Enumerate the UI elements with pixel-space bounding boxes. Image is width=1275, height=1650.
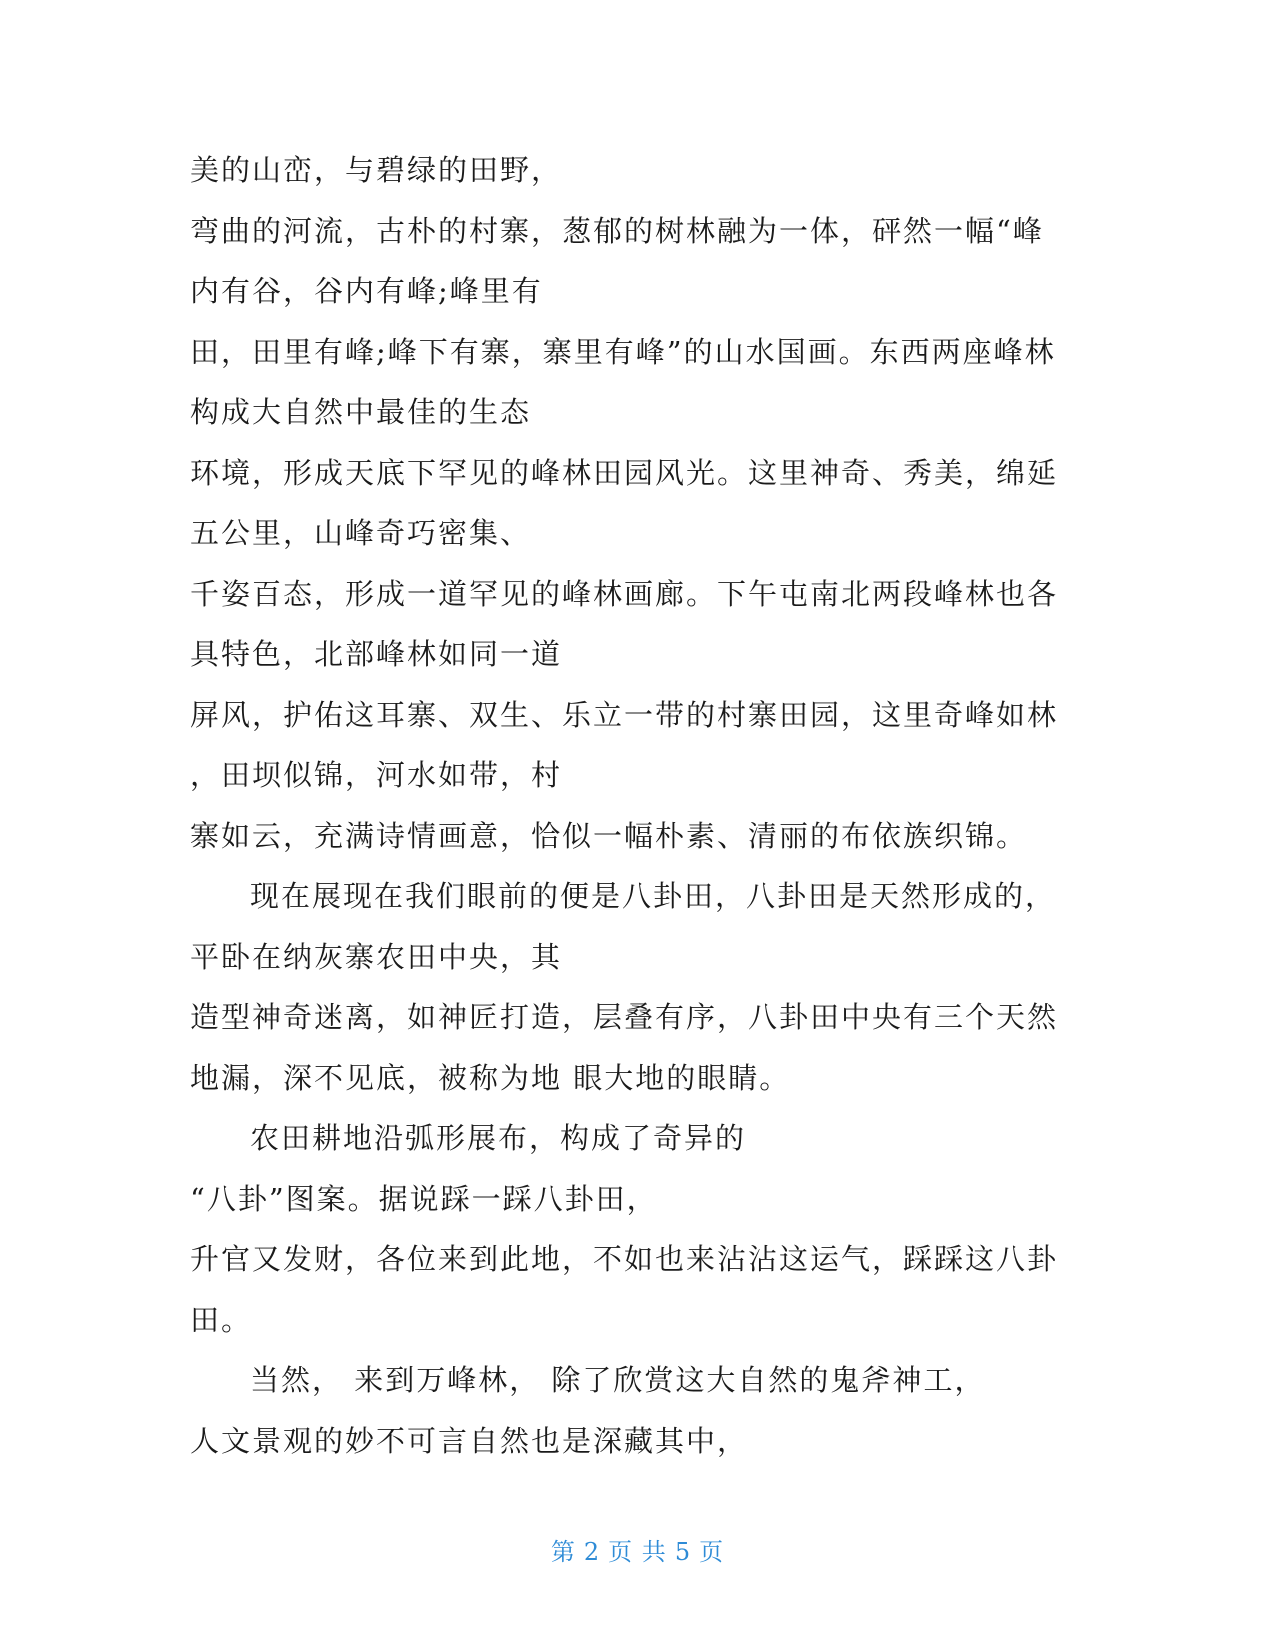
- text-line: “八卦”图案。据说踩一踩八卦田，: [190, 1181, 658, 1216]
- text-line: 千姿百态，形成一道罕见的峰林画廊。下午屯南北两段峰林也各: [190, 576, 1059, 611]
- text-line: ，田坝似锦，河水如带，村: [190, 758, 563, 792]
- footer-suffix: 页: [699, 1538, 725, 1566]
- paragraph-start-line: 当然， 来到万峰林， 除了欣赏这大自然的鬼斧神工，: [250, 1363, 986, 1397]
- text-line: 寨如云，充满诗情画意，恰似一幅朴素、清丽的布依族织锦。: [190, 818, 1028, 853]
- text-line: 内有谷，谷内有峰;峰里有: [190, 274, 543, 308]
- text-line: 构成大自然中最佳的生态: [190, 395, 532, 429]
- text-line: 人文景观的妙不可言自然也是深藏其中，: [190, 1423, 749, 1458]
- text-line: 具特色，北部峰林如同一道: [190, 637, 563, 671]
- page-number-footer: [0, 1532, 1275, 1567]
- text-line: 弯曲的河流，古朴的村寨，葱郁的树林融为一体，砰然一幅“峰: [190, 213, 1044, 248]
- text-line: 地漏，深不见底，被称为地 眼大地的眼睛。: [190, 1060, 791, 1095]
- total-page-number: 5: [674, 1538, 692, 1566]
- text-line: 升官又发财，各位来到此地，不如也来沾沾这运气，踩踩这八卦: [190, 1242, 1059, 1276]
- text-line: 田。: [190, 1302, 253, 1337]
- current-page-number: 2: [583, 1538, 601, 1566]
- text-line: 五公里，山峰奇巧密集、: [190, 516, 532, 550]
- paragraph-start-line: 农田耕地沿弧形展布，构成了奇异的: [250, 1121, 747, 1155]
- text-line: 平卧在纳灰寨农田中央，其: [190, 939, 563, 974]
- text-line: 田，田里有峰;峰下有寨，寨里有峰”的山水国画。东西两座峰林: [190, 334, 1056, 369]
- paragraph-start-line: 现在展现在我们眼前的便是八卦田，八卦田是天然形成的，: [250, 879, 1057, 913]
- document-body: [190, 140, 1090, 1471]
- footer-middle: 页 共: [608, 1538, 667, 1566]
- text-line: 造型神奇迷离，如神匠打造，层叠有序，八卦田中央有三个天然: [190, 1000, 1059, 1034]
- text-line: 美的山峦，与碧绿的田野，: [190, 153, 563, 187]
- text-line: 屏风，护佑这耳寨、双生、乐立一带的村寨田园，这里奇峰如林: [190, 697, 1059, 732]
- footer-prefix: 第: [550, 1538, 576, 1566]
- text-line: 环境，形成天底下罕见的峰林田园风光。这里神奇、秀美，绵延: [190, 455, 1059, 490]
